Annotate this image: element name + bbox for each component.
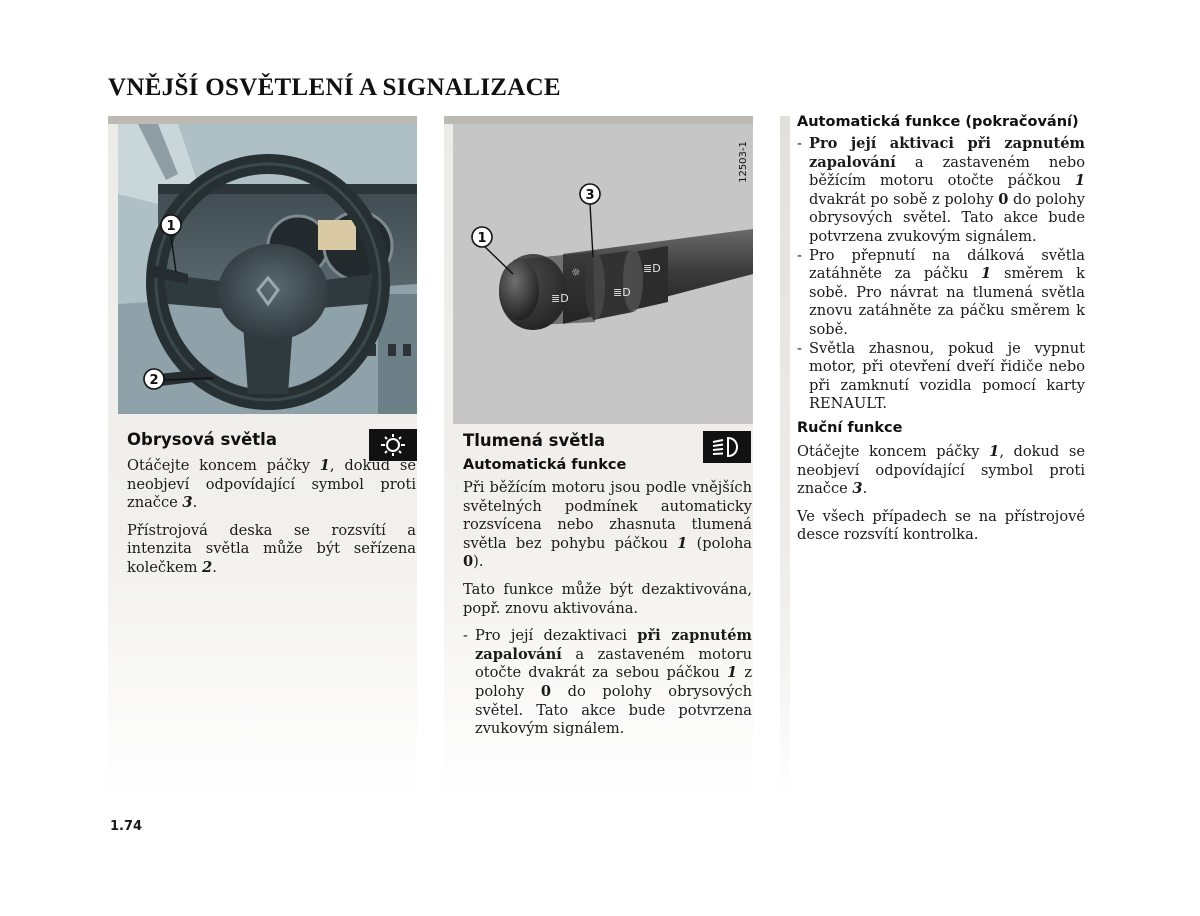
column-3-manual-text: Otáčejte koncem páčky 1, dokud se neobjeví odpovídající symbol proti značce 3. Ve všech případech se na přístrojové desce rozsvítí kontrolka.: [797, 443, 1085, 544]
automatic-function-continued-heading: Automatická funkce (pokračování): [797, 114, 1079, 130]
svg-text:≣D: ≣D: [613, 286, 631, 299]
manual-function-heading: Ruční funkce: [797, 420, 903, 436]
callout-2: 2: [149, 373, 159, 388]
column-1-text: Otáčejte koncem páčky 1, dokud se neobjeví odpovídající symbol proti značce 3. Přístrojová deska se rozsvítí a intenzita světla může být seřízena kolečkem 2.: [127, 457, 417, 576]
callout-1: 1: [477, 231, 487, 246]
column-3-sidebar: [780, 116, 790, 801]
dipped-beam-icon: [703, 431, 751, 463]
callout-1: 1: [166, 219, 176, 234]
column-2-text: Při běžícím motoru jsou podle vnějších světelných podmínek automaticky rozsvícena nebo zhasnuta tlumená světla bez pohybu páčkou 1 (poloha 0). Tato funkce může být dezaktivována, popř. znovu aktivována. - Pro její dezaktivaci při zapnutém zapalování a zastaveném motoru otočte dvakrát za sebou páčkou 1 z polohy 0 do polohy obrysových světel. Tato akce bude potvrzena zvukovým signálem.: [463, 479, 753, 738]
svg-text:☼: ☼: [571, 266, 581, 279]
page-number: 1.74: [110, 819, 143, 834]
svg-text:≣D: ≣D: [643, 262, 661, 275]
dipped-beam-heading: Tlumená světla: [463, 431, 606, 450]
page-title: VNĚJŠÍ OSVĚTLENÍ A SIGNALIZACE: [108, 74, 561, 101]
sidelights-heading: Obrysová světla: [127, 430, 277, 449]
svg-text:≣D: ≣D: [551, 292, 569, 305]
figure-code: 12503-1: [738, 141, 749, 183]
column-3-text: - Pro její aktivaci při zapnutém zapalování a zastaveném nebo běžícím motoru otočte páčkou 1 dvakrát po sobě z polohy 0 do polohy obrysových světel. Tato akce bude potvrzena zvukovým signálem. - Pro přepnutí na dálková světla zatáhněte za páčku 1 směrem k sobě. Pro návrat na tlumená světla znovu zatáhněte za páčku směrem k sobě. - Světla zhasnou, pokud je vypnut motor, při otevření dveří řidiče nebo při zamknutí vozidla pomocí karty RENAULT.: [797, 135, 1085, 413]
automatic-function-subheading: Automatická funkce: [463, 457, 627, 473]
callout-3: 3: [585, 188, 595, 203]
steering-wheel-photo: [118, 124, 417, 414]
light-stalk-illustration: [453, 124, 753, 424]
